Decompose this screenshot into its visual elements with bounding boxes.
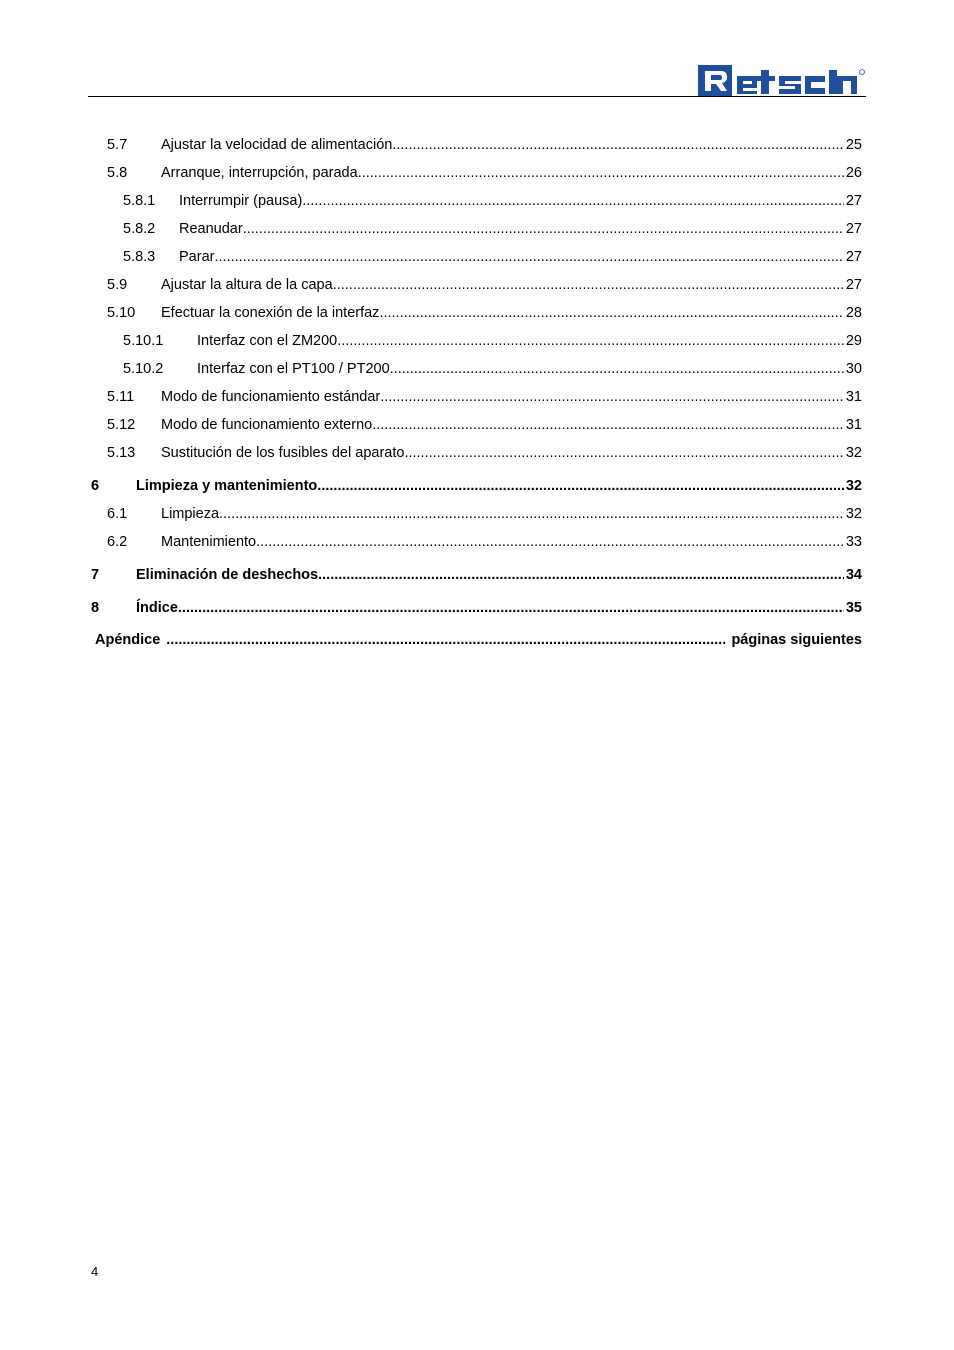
toc-entry-title: Parar xyxy=(179,249,215,265)
toc-entry[interactable] xyxy=(123,359,862,379)
toc-entry-title: Mantenimiento xyxy=(161,534,257,550)
toc-entry-number: 5.8.1 xyxy=(123,193,156,209)
toc-chapter[interactable] xyxy=(91,565,862,585)
toc-leader xyxy=(256,532,844,552)
toc-leader xyxy=(219,504,844,524)
toc-entry-number: 6.2 xyxy=(107,534,128,550)
toc-entry[interactable] xyxy=(123,219,862,239)
toc-entry-page: 29 xyxy=(845,333,862,349)
toc-leader xyxy=(379,303,843,323)
toc-entry-page: 25 xyxy=(845,137,862,153)
toc-entry-page: 27 xyxy=(845,249,862,265)
toc-entry[interactable] xyxy=(107,504,862,524)
toc-leader xyxy=(358,163,844,183)
toc-entry-number: 5.13 xyxy=(107,445,136,461)
toc-leader xyxy=(318,565,844,585)
toc-entry-number: 5.9 xyxy=(107,277,128,293)
toc-entry-number: 5.10 xyxy=(107,305,136,321)
toc-entry-number: 5.10.2 xyxy=(123,361,164,377)
toc-entry-title: Efectuar la conexión de la interfaz xyxy=(161,305,380,321)
toc-entry-page: 28 xyxy=(845,305,862,321)
toc-entry[interactable] xyxy=(123,331,862,351)
toc-entry-title: Modo de funcionamiento externo xyxy=(161,417,373,433)
toc-leader xyxy=(380,387,844,407)
toc-chapter[interactable] xyxy=(91,476,862,496)
toc-entry-page: 35 xyxy=(845,600,862,616)
toc-entry-title: Reanudar xyxy=(179,221,243,237)
toc-entry-number: 5.8.3 xyxy=(123,249,156,265)
toc-entry-page: 30 xyxy=(845,361,862,377)
toc-entry-page: páginas siguientes xyxy=(731,632,862,648)
toc-leader xyxy=(390,359,844,379)
page-number: 4 xyxy=(91,1264,99,1279)
toc-chapter[interactable] xyxy=(91,598,862,618)
toc-entry[interactable] xyxy=(107,163,862,183)
toc-entry-title: Interrumpir (pausa) xyxy=(179,193,303,209)
toc-entry-page: 27 xyxy=(845,193,862,209)
toc-entry[interactable] xyxy=(107,532,862,552)
toc-entry[interactable] xyxy=(107,135,862,155)
toc-entry-number: 5.10.1 xyxy=(123,333,164,349)
toc-entry[interactable] xyxy=(107,415,862,435)
toc-entry[interactable] xyxy=(107,443,862,463)
toc-entry-title: Arranque, interrupción, parada xyxy=(161,165,358,181)
toc-entry[interactable] xyxy=(107,387,862,407)
toc-entry-number: 5.12 xyxy=(107,417,136,433)
toc-entry[interactable] xyxy=(107,275,862,295)
toc-entry-title: Interfaz con el PT100 / PT200 xyxy=(197,361,390,377)
toc-leader xyxy=(372,415,844,435)
toc-entry-page: 34 xyxy=(845,567,862,583)
retsch-logo xyxy=(697,63,867,97)
toc-entry-number: 5.11 xyxy=(107,389,135,405)
toc-entry-number: 5.8.2 xyxy=(123,221,156,237)
toc-entry[interactable] xyxy=(123,247,862,267)
toc-leader xyxy=(214,247,843,267)
toc-entry-number: 7 xyxy=(91,567,100,583)
toc-leader xyxy=(404,443,843,463)
toc-entry-number: 8 xyxy=(91,600,100,616)
toc-entry-title: Sustitución de los fusibles del aparato xyxy=(161,445,405,461)
toc-entry-title: Limpieza xyxy=(161,506,220,522)
toc-entry[interactable] xyxy=(107,303,862,323)
toc-entry-title: Ajustar la velocidad de alimentación xyxy=(161,137,393,153)
toc-leader xyxy=(392,135,844,155)
toc-entry-page: 27 xyxy=(845,221,862,237)
toc-entry-page: 32 xyxy=(845,506,862,522)
toc-entry-number: 6.1 xyxy=(107,506,128,522)
toc-entry-page: 32 xyxy=(845,445,862,461)
toc-entry-title: Limpieza y mantenimiento xyxy=(136,478,318,494)
toc-leader xyxy=(178,598,844,618)
toc-entry-title: Interfaz con el ZM200 xyxy=(197,333,338,349)
toc-entry-page: 31 xyxy=(845,389,862,405)
toc-entry-title: Apéndice xyxy=(95,632,161,648)
toc-entry-number: 6 xyxy=(91,478,100,494)
toc-leader xyxy=(317,476,844,496)
toc-entry-number: 5.7 xyxy=(107,137,128,153)
toc-leader xyxy=(166,630,725,650)
toc-entry-title: Modo de funcionamiento estándar xyxy=(161,389,381,405)
toc-entry-page: 33 xyxy=(845,534,862,550)
toc-entry[interactable] xyxy=(123,191,862,211)
toc-entry-page: 32 xyxy=(845,478,862,494)
toc-leader xyxy=(302,191,844,211)
toc-entry-page: 27 xyxy=(845,277,862,293)
toc-leader xyxy=(337,331,844,351)
toc-entry-title: Eliminación de deshechos xyxy=(136,567,319,583)
toc-appendix[interactable] xyxy=(95,630,862,650)
toc-entry-page: 26 xyxy=(845,165,862,181)
header-rule xyxy=(88,96,866,97)
toc-entry-page: 31 xyxy=(845,417,862,433)
toc-leader xyxy=(243,219,844,239)
toc-leader xyxy=(333,275,844,295)
toc-entry-title: Índice xyxy=(136,600,178,616)
toc-entry-title: Ajustar la altura de la capa xyxy=(161,277,333,293)
toc-entry-number: 5.8 xyxy=(107,165,128,181)
